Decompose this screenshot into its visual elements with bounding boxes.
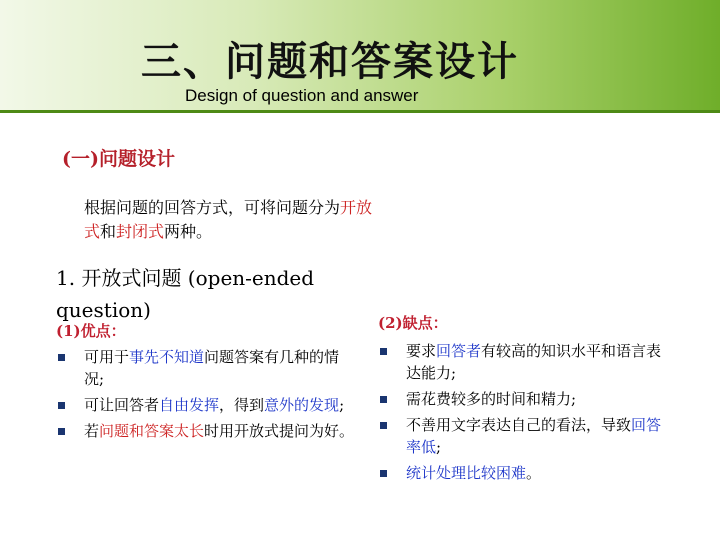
intro-text: 根据问题的回答方式，可将问题分为 bbox=[84, 198, 341, 217]
disadvantages-heading: (2)缺点： bbox=[378, 314, 448, 332]
list-item bbox=[378, 462, 668, 484]
item-text: 可让回答者 bbox=[84, 396, 160, 414]
advantages-list bbox=[56, 346, 356, 446]
advantages-heading: (1)优点： bbox=[56, 322, 126, 340]
list-item bbox=[56, 346, 356, 390]
item-text: 需花费较多的时间和精力; bbox=[406, 390, 577, 408]
item-text: 不善用文字表达自己的看法，导致 bbox=[406, 416, 632, 434]
bullet-icon bbox=[380, 422, 387, 429]
list-item bbox=[378, 388, 668, 410]
intro-text: 两种。 bbox=[164, 222, 213, 241]
intro-closed-type: 封闭式 bbox=[116, 222, 165, 241]
item-text: 。 bbox=[526, 464, 542, 482]
bullet-icon bbox=[58, 402, 65, 409]
list-item bbox=[56, 394, 356, 416]
item-text: 要求 bbox=[406, 342, 437, 360]
item-text: 问题答案有几种的情况; bbox=[84, 348, 340, 388]
slide-subtitle: Design of question and answer bbox=[185, 86, 419, 105]
intro-open-type: 开放式 bbox=[84, 198, 373, 241]
intro-text: 和 bbox=[100, 222, 117, 241]
bullet-icon bbox=[58, 354, 65, 361]
item-highlight: 回答者 bbox=[436, 342, 482, 360]
disadvantages-list bbox=[378, 340, 668, 488]
bullet-icon bbox=[380, 470, 387, 477]
item-highlight: 事先不知道 bbox=[129, 348, 205, 366]
list-item bbox=[378, 340, 668, 384]
item-text: 有较高的知识水平和语言表达能力; bbox=[406, 342, 662, 382]
item-highlight: 自由发挥 bbox=[159, 396, 220, 414]
item-text: 可用于 bbox=[84, 348, 130, 366]
slide-title: 三、问题和答案设计 bbox=[141, 39, 519, 85]
bullet-icon bbox=[380, 396, 387, 403]
item-text: ，得到 bbox=[219, 396, 265, 414]
section-heading: (一)问题设计 bbox=[62, 148, 175, 170]
intro-paragraph bbox=[84, 196, 374, 244]
banner-divider bbox=[0, 110, 720, 113]
item-text: ; bbox=[436, 438, 442, 456]
item-open-question: 1. 开放式问题 (open-ended question) bbox=[56, 266, 315, 322]
bullet-icon bbox=[58, 428, 65, 435]
list-item bbox=[56, 420, 356, 442]
item-text: 时用开放式提问为好。 bbox=[204, 422, 355, 440]
item-highlight: 统计处理比较困难 bbox=[406, 464, 527, 482]
item-highlight: 回答率低 bbox=[406, 416, 662, 456]
item-text: ; bbox=[339, 396, 345, 414]
item-highlight: 意外的发现 bbox=[264, 396, 340, 414]
bullet-icon bbox=[380, 348, 387, 355]
list-item bbox=[378, 414, 668, 458]
item-highlight: 问题和答案太长 bbox=[99, 422, 205, 440]
item-text: 若 bbox=[84, 422, 100, 440]
